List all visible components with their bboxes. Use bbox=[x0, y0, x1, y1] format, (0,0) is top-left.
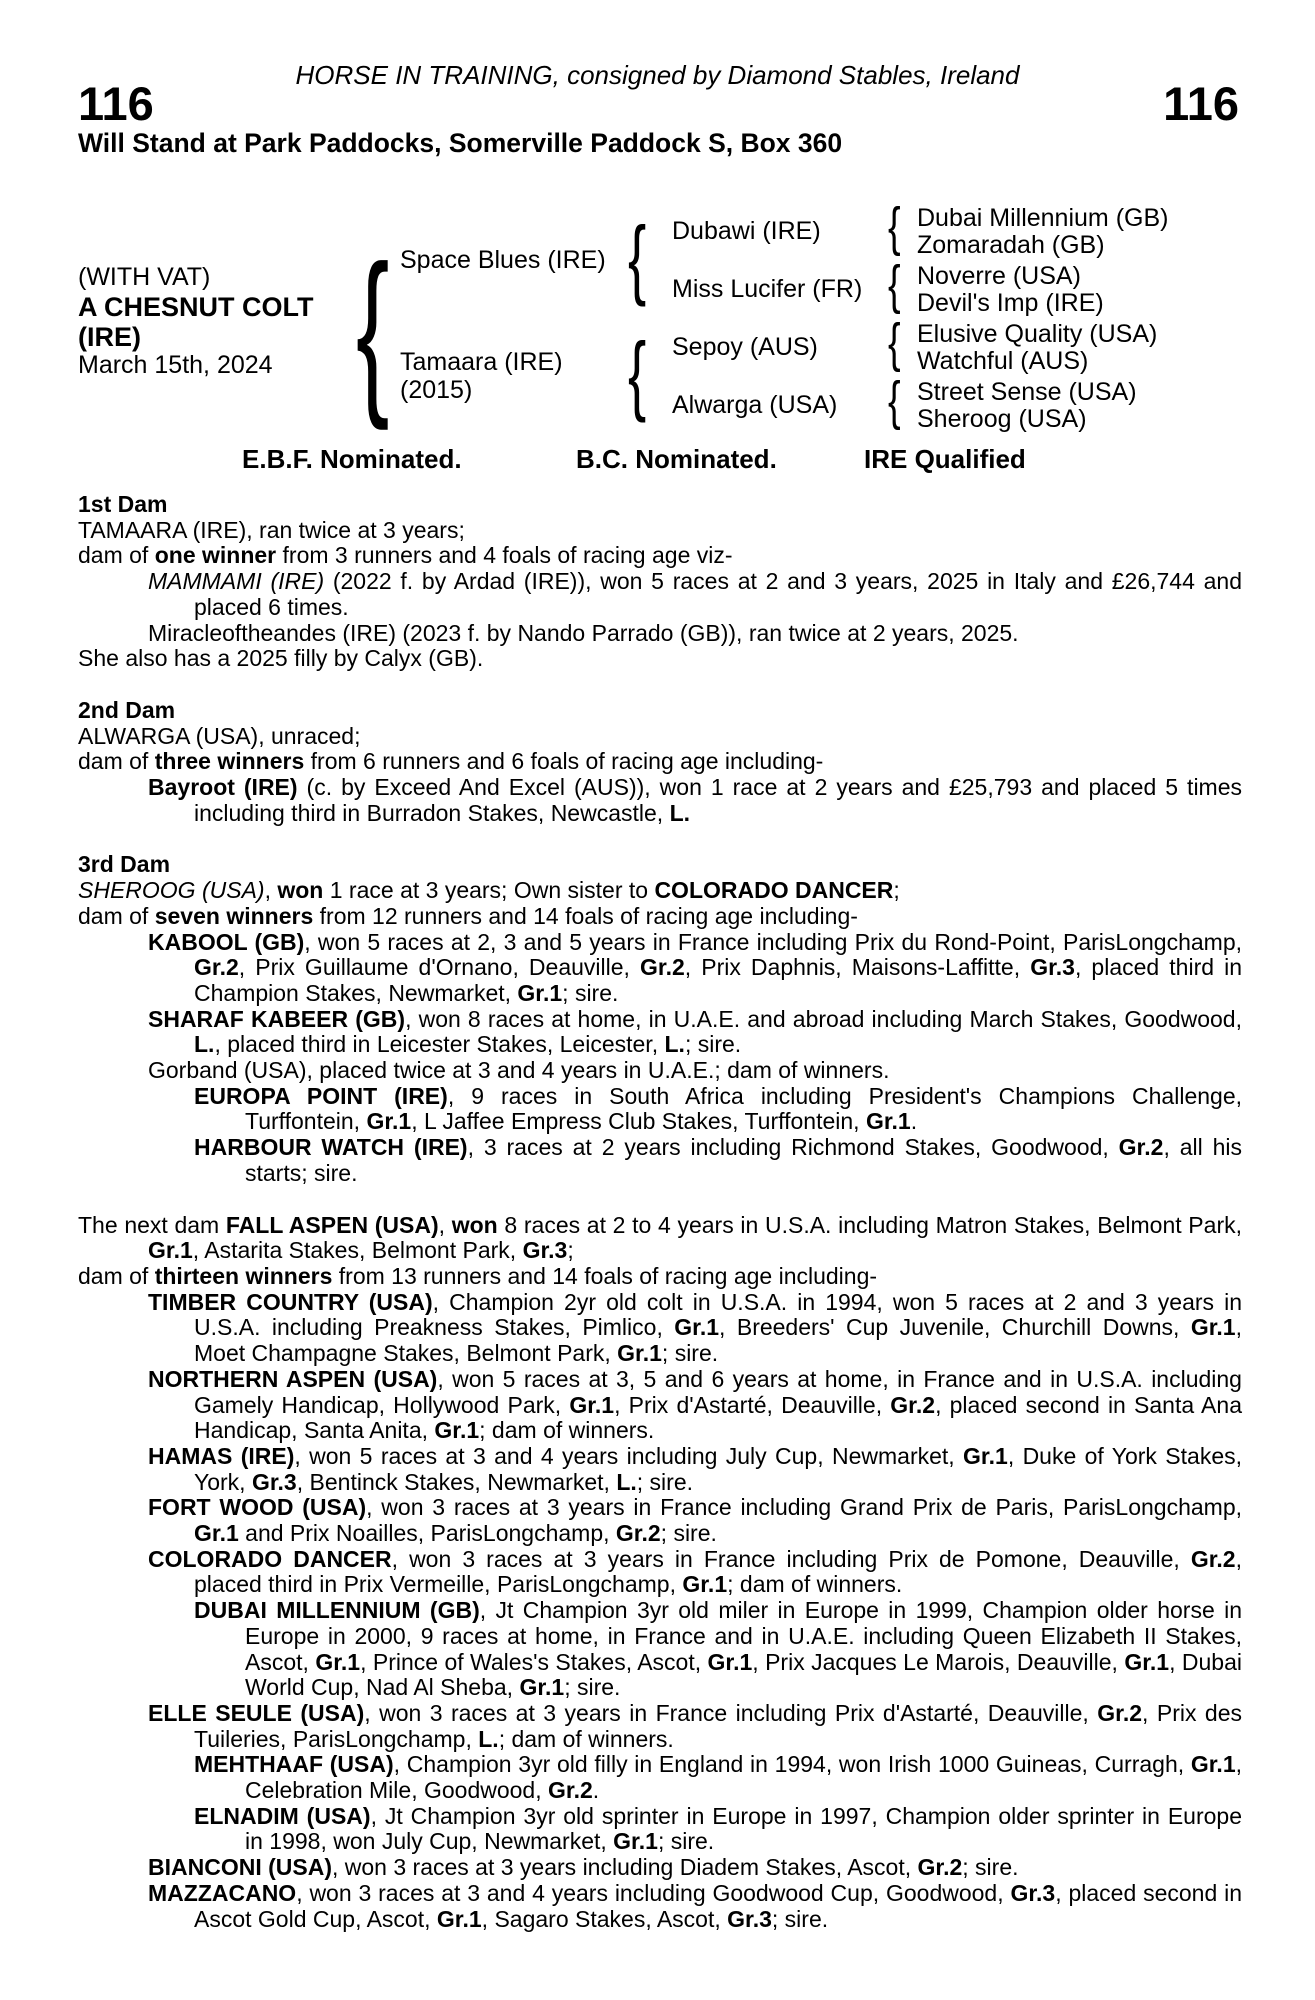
pedigree-granddam-2: Alwarga (USA) bbox=[672, 391, 838, 419]
pedigree-paragraph: dam of one winner from 3 runners and 4 foals of racing age viz- bbox=[78, 542, 733, 569]
pedigree-grandsire-1: Dubawi (IRE) bbox=[672, 217, 821, 245]
pedigree-ggp-7: Street Sense (USA) bbox=[917, 378, 1137, 406]
dam-section bbox=[78, 492, 1242, 672]
pedigree-paragraph: DUBAI MILLENNIUM (GB), Jt Champion 3yr old miler in Europe in 1999, Champion older horse in Europe in 2000, 9 races at home, in France and in U.A.E. including Queen Elizabeth II Stakes, Ascot, Gr.1, Prince of Wales's Stakes, Ascot, Gr.1, Prix Jacques Le Marois, Deauville, Gr.1, Dubai World Cup, Nad Al Sheba, Gr.1; sire. bbox=[194, 1597, 1242, 1701]
pedigree-paragraph: ALWARGA (USA), unraced; bbox=[78, 722, 361, 749]
bc-nominated-label: B.C. Nominated. bbox=[576, 444, 777, 474]
pedigree-paragraph: ELLE SEULE (USA), won 3 races at 3 years in France including Prix d'Astarté, Deauville, Gr.2, Prix des Tuileries, ParisLongchamp, L.; dam of winners. bbox=[148, 1699, 1242, 1752]
dam-details bbox=[78, 492, 1242, 1932]
pedigree-dam: Tamaara (IRE) bbox=[400, 348, 563, 376]
pedigree-paragraph: EUROPA POINT (IRE), 9 races in South Africa including President's Champions Challenge, Turffontein, Gr.1, L Jaffee Empress Club Stakes, Turffontein, Gr.1. bbox=[194, 1082, 1243, 1135]
pedigree-paragraph: Bayroot (IRE) (c. by Exceed And Excel (AUS)), won 1 race at 2 years and £25,793 and placed 5 times including third in Burradon Stakes, Newcastle, L. bbox=[148, 774, 1242, 826]
pedigree-paragraph: HARBOUR WATCH (IRE), 3 races at 2 years including Richmond Stakes, Goodwood, Gr.2, all his starts; sire. bbox=[194, 1134, 1242, 1186]
section-heading: 2nd Dam bbox=[78, 696, 176, 723]
pedigree-brace-main: { bbox=[356, 227, 390, 431]
pedigree-ggp-4: Devil's Imp (IRE) bbox=[917, 289, 1104, 317]
pedigree-paragraph: BIANCONI (USA), won 3 races at 3 years including Diadem Stakes, Ascot, Gr.2; sire. bbox=[148, 1854, 1019, 1881]
pedigree-ggp-8: Sheroog (USA) bbox=[917, 405, 1087, 433]
pedigree-paragraph: MEHTHAAF (USA), Champion 3yr old filly in England in 1994, won Irish 1000 Guineas, Curragh, Gr.1, Celebration Mile, Goodwood, Gr.2. bbox=[194, 1751, 1243, 1804]
pedigree-ggp-1: Dubai Millennium (GB) bbox=[917, 204, 1169, 232]
pedigree-brace-dam: { bbox=[628, 324, 647, 423]
colt-country: (IRE) bbox=[78, 322, 141, 352]
pedigree-paragraph: She also has a 2025 filly by Calyx (GB). bbox=[78, 645, 484, 672]
dam-section bbox=[78, 1213, 1242, 1933]
lot-number-right: 116 bbox=[1163, 77, 1239, 130]
ebf-nominated-label: E.B.F. Nominated. bbox=[242, 444, 462, 474]
pedigree-ggp-2: Zomaradah (GB) bbox=[917, 231, 1105, 259]
pedigree-paragraph: Miracleoftheandes (IRE) (2023 f. by Nando Parrado (GB)), ran twice at 2 years, 2025. bbox=[148, 619, 1019, 646]
pedigree-brace-sire: { bbox=[628, 208, 647, 307]
pedigree-paragraph: HAMAS (IRE), won 5 races at 3 and 4 years including July Cup, Newmarket, Gr.1, Duke of York Stakes, York, Gr.3, Bentinck Stakes, Newmarket, L.; sire. bbox=[148, 1442, 1242, 1495]
pedigree-granddam-1: Miss Lucifer (FR) bbox=[672, 275, 863, 303]
pedigree-paragraph: SHARAF KABEER (GB), won 8 races at home, in U.A.E. and abroad including March Stakes, Goodwood, L., placed third in Leicester Stakes, Leicester, L.; sire. bbox=[148, 1005, 1242, 1058]
pedigree-brace-gp2: { bbox=[888, 255, 901, 315]
lot-number-left: 116 bbox=[78, 77, 154, 130]
pedigree-paragraph: Gorband (USA), placed twice at 3 and 4 years in U.A.E.; dam of winners. bbox=[148, 1057, 890, 1084]
colt-name: A CHESNUT COLT bbox=[78, 292, 314, 322]
pedigree-paragraph: NORTHERN ASPEN (USA), won 5 races at 3, 5 and 6 years at home, in France and in U.S.A. including Gamely Handicap, Hollywood Park, Gr.1, Prix d'Astarté, Deauville, Gr.2, placed second in Santa Ana Handicap, Santa Anita, Gr.1; dam of winners. bbox=[148, 1365, 1242, 1444]
pedigree-ggp-5: Elusive Quality (USA) bbox=[917, 320, 1158, 348]
pedigree-brace-gp1: { bbox=[888, 197, 901, 257]
pedigree-paragraph: MAMMAMI (IRE) (2022 f. by Ardad (IRE)), won 5 races at 2 and 3 years, 2025 in Italy and £26,744 and placed 6 times. bbox=[148, 568, 1242, 620]
pedigree-paragraph: The next dam FALL ASPEN (USA), won 8 races at 2 to 4 years in U.S.A. including Matron Stakes, Belmont Park, Gr.1, Astarita Stakes, Belmont Park, Gr.3; bbox=[78, 1211, 1242, 1264]
with-vat-label: (WITH VAT) bbox=[78, 263, 211, 291]
pedigree-brace-gp3: { bbox=[888, 313, 901, 373]
dam-section bbox=[78, 852, 1242, 1186]
pedigree-paragraph: FORT WOOD (USA), won 3 races at 3 years in France including Grand Prix de Paris, ParisLongchamp, Gr.1 and Prix Noailles, ParisLongchamp, Gr.2; sire. bbox=[148, 1494, 1243, 1547]
stand-location: Will Stand at Park Paddocks, Somerville Paddock S, Box 360 bbox=[78, 128, 843, 158]
consignor-header: HORSE IN TRAINING, consigned by Diamond Stables, Ireland bbox=[295, 60, 1020, 90]
pedigree-paragraph: KABOOL (GB), won 5 races at 2, 3 and 5 years in France including Prix du Rond-Point, ParisLongchamp, Gr.2, Prix Guillaume d'Ornano, Deauville, Gr.2, Prix Daphnis, Maisons-Laffitte, Gr.3, placed third in Champion Stakes, Newmarket, Gr.1; sire. bbox=[148, 928, 1242, 1006]
pedigree-paragraph: ELNADIM (USA), Jt Champion 3yr old sprinter in Europe in 1997, Champion older sprinter in Europe in 1998, won July Cup, Newmarket, Gr.1; sire. bbox=[194, 1802, 1242, 1855]
pedigree-paragraph: COLORADO DANCER, won 3 races at 3 years in France including Prix de Pomone, Deauville, Gr.2, placed third in Prix Vermeille, ParisLongchamp, Gr.1; dam of winners. bbox=[148, 1545, 1242, 1598]
section-heading: 3rd Dam bbox=[78, 851, 171, 878]
pedigree-ggp-6: Watchful (AUS) bbox=[917, 347, 1089, 375]
pedigree-dam-year: (2015) bbox=[400, 376, 473, 404]
section-heading: 1st Dam bbox=[78, 491, 168, 517]
ire-qualified-label: IRE Qualified bbox=[864, 444, 1026, 474]
pedigree-grandsire-2: Sepoy (AUS) bbox=[672, 333, 818, 361]
pedigree-paragraph: dam of three winners from 6 runners and 6 foals of racing age including- bbox=[78, 748, 824, 775]
pedigree-sire: Space Blues (IRE) bbox=[400, 246, 606, 274]
pedigree-paragraph: dam of seven winners from 12 runners and 14 foals of racing age including- bbox=[78, 902, 858, 929]
pedigree-paragraph: dam of thirteen winners from 13 runners and 14 foals of racing age including- bbox=[78, 1262, 878, 1289]
pedigree-paragraph: TIMBER COUNTRY (USA), Champion 2yr old colt in U.S.A. in 1994, won 5 races at 2 and 3 years in U.S.A. including Preakness Stakes, Pimlico, Gr.1, Breeders' Cup Juvenile, Churchill Downs, Gr.1, Moet Champagne Stakes, Belmont Park, Gr.1; sire. bbox=[148, 1288, 1242, 1367]
dam-section bbox=[78, 698, 1242, 827]
pedigree-paragraph: TAMAARA (IRE), ran twice at 3 years; bbox=[78, 516, 465, 543]
pedigree-brace-gp4: { bbox=[888, 371, 901, 431]
pedigree-paragraph: MAZZACANO, won 3 races at 3 and 4 years including Goodwood Cup, Goodwood, Gr.3, placed second in Ascot Gold Cup, Ascot, Gr.1, Sagaro Stakes, Ascot, Gr.3; sire. bbox=[148, 1879, 1243, 1932]
pedigree-ggp-3: Noverre (USA) bbox=[917, 262, 1081, 290]
pedigree-paragraph: SHEROOG (USA), won 1 race at 3 years; Own sister to COLORADO DANCER; bbox=[78, 877, 900, 904]
foal-date: March 15th, 2024 bbox=[78, 351, 273, 379]
